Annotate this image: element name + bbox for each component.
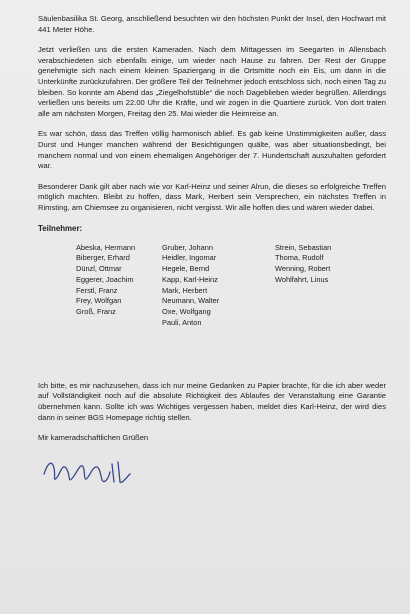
participants-list [76, 243, 386, 329]
participants-column-3 [275, 243, 365, 329]
participant-name: Biberger, Erhard [76, 253, 130, 263]
paragraph-departure: Jetzt verließen uns die ersten Kameraden. Nach dem Mittagessen im Seegarten in Allensbach verabschiedeten sich ebenfalls einige, um wieder nach Hause zu fahren. Der Rest der Gruppe genehmigte sich nach einem kleinen Spaziergang in die Ortsmitte noch ein Eis, um dann in die Unterkünfte zurückzufahren. Der größere Teil der Teilnehmer jedoch entschloss sich, noch einen Tag zu bleiben. So konnte am Abend das „Ziegelhofstüble“ die noch Dageblieben wieder begrüßen. Allerdings verließen uns bereits um 22.00 Uhr die Kräfte, und wir zogen in die Quartiere zurück. Von dort traten alle am nächsten Morgen, Freitag den 25. Mai wieder die Heimreise an. [38, 45, 386, 118]
participant-name: Ferstl, Franz [76, 285, 118, 295]
participant-name: Pauli, Anton [162, 318, 202, 328]
participants-heading: Teilnehmer: [38, 223, 83, 233]
participant-name: Eggerer, Joachim [76, 274, 134, 284]
paragraph-basilika: Säulenbasilika St. Georg, anschließend besuchten wir den höchsten Punkt der Insel, den Hochwart mit 441 Meter Höhe. [38, 14, 386, 34]
participant-name: Wohlfahrt, Linus [275, 274, 329, 284]
paragraph-thanks: Besonderer Dank gilt aber nach wie vor Karl-Heinz und seiner Alrun, die dieses so erfolgreiche Treffen möglich machten. Bleibt zu hoffen, dass Mark, Herbert sein Versprechen, ein nächstes Treffen in Rimsting, am Chiemsee zu organisieren, nicht vergisst. Wir alle hoffen dies und wären wieder dabei. [38, 181, 386, 212]
participant-name: Frey, Wolfgan [76, 296, 122, 306]
handwritten-signature [38, 454, 148, 488]
participant-name: Kapp, Karl-Heinz [162, 274, 218, 284]
participant-name: Wenning, Robert [275, 264, 331, 274]
participant-name: Strein, Sebastian [275, 242, 332, 252]
participants-column-2 [162, 243, 275, 329]
participant-name: Dünzl, Ottmar [76, 264, 122, 274]
participant-name: Abeska, Hermann [76, 242, 136, 252]
greeting: Mir kameradschaftlichen Grüßen [38, 433, 149, 443]
closing-paragraph: Ich bitte, es mir nachzusehen, dass ich nur meine Gedanken zu Papier brachte, für die ich aber weder auf Vollständigkeit noch auf die absolute Richtigkeit des Ablaufes der Veranstaltung eine Garantie übernehmen kann. Sollte ich was Wichtiges vergessen haben, meldet dies Karl-Heinz, der wird dies dann in seiner BGS Homepage richtig stellen. [38, 380, 386, 422]
participant-name: Neumann, Walter [162, 296, 220, 306]
participant-name: Gruber, Johann [162, 242, 213, 252]
participants-column-1 [76, 243, 162, 329]
participant-name: Thoma, Rudolf [275, 253, 324, 263]
participant-name: Hegele, Bernd [162, 264, 210, 274]
participant-name: Heidler, Ingomar [162, 253, 217, 263]
participant-name: Oxe, Wolfgang [162, 307, 211, 317]
participant-name: Groß, Franz [76, 307, 116, 317]
paragraph-harmony: Es war schön, dass das Treffen völlig harmonisch ablief. Es gab keine Unstimmigkeiten außer, dass Durst und Hunger manchen während der Besichtigungen quälte, was aber situationsbedingt, bei manchem normal und von einem ehemaligen Angehöriger der 7. Hundertschaft auszuhalten gefordert war. [38, 129, 386, 171]
participant-name: Mark, Herbert [162, 285, 208, 295]
spacer [38, 329, 386, 375]
